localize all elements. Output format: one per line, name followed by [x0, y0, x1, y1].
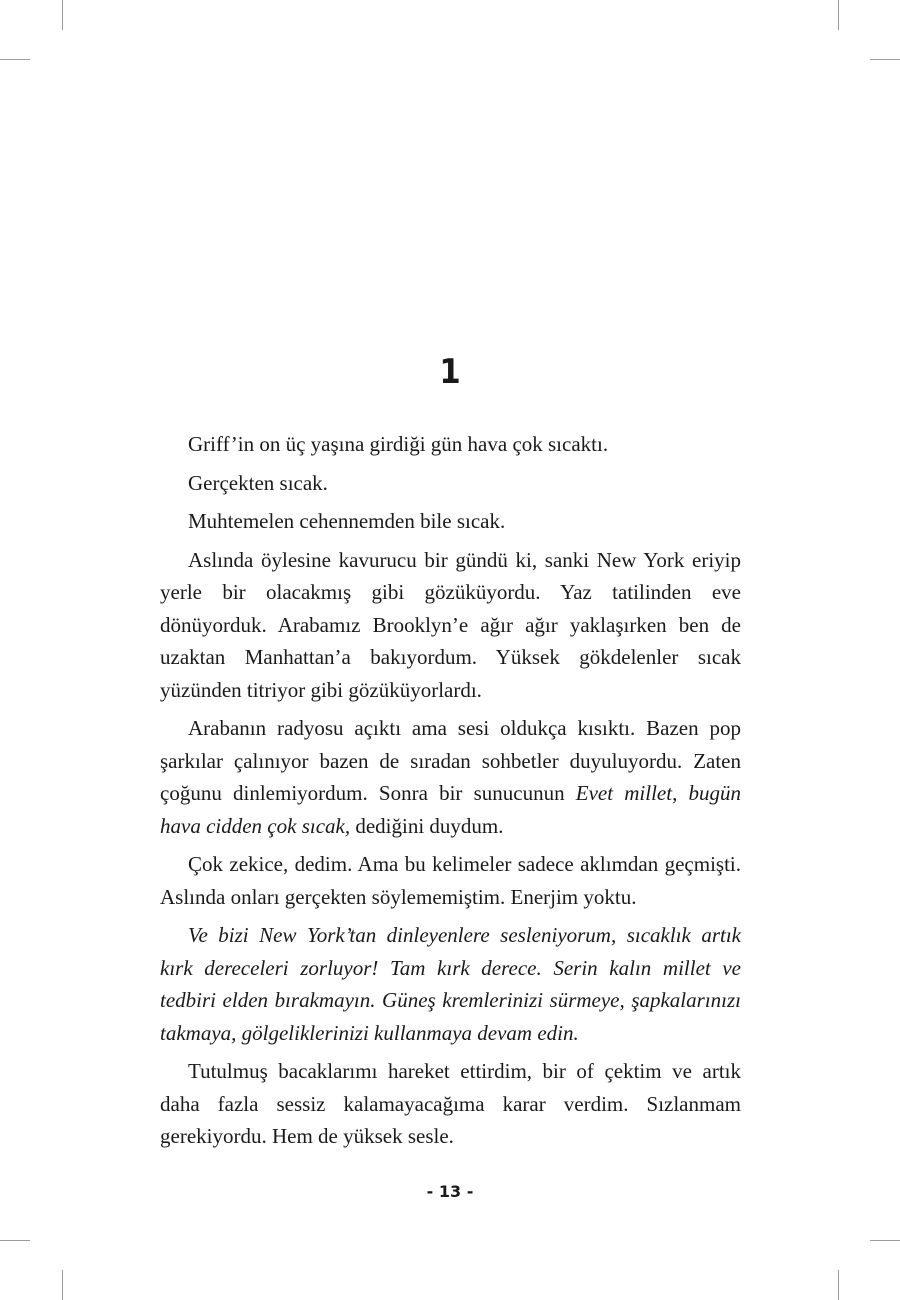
chapter-number: 1 — [439, 352, 461, 392]
paragraph-3: Muhtemelen cehennemden bile sıcak. — [188, 509, 506, 533]
crop-mark-top-left — [62, 0, 63, 30]
paragraph-5 — [160, 712, 741, 842]
crop-mark-left-lower — [0, 1240, 30, 1241]
paragraph-4: Aslında öylesine kavurucu bir gündü ki, sanki New York eriyip yerle bir olacakmış gibi gözüküyordu. Yaz tatilinden eve dönüyorduk. Arabamız Brooklyn’e ağır ağır yaklaşırken ben de uzaktan Manhattan’a bakıyordum. Yüksek gökdelenler sıcak yüzünden titriyor gibi gözüküyorlardı. — [160, 547, 741, 702]
paragraph-5-after: dediğini duydum. — [350, 813, 504, 838]
paragraph-6: Çok zekice, dedim. Ama bu kelimeler sadece aklımdan geçmişti. Aslında onları gerçekten söylememiştim. Enerjim yoktu. — [160, 852, 741, 909]
paragraph-8: Tutulmuş bacaklarımı hareket ettirdim, bir of çektim ve artık daha fazla sessiz kalamayacağıma karar verdim. Sızlanmam gerekiyordu. Hem de yüksek sesle. — [160, 1059, 741, 1148]
crop-mark-top-right — [838, 0, 839, 30]
paragraph-5-before: Arabanın radyosu açıktı ama sesi oldukça kısıktı. Bazen pop şarkılar çalınıyor bazen de sıradan sohbetler duyuluyordu. Zaten çoğunu dinlemiyordum. Sonra bir sunucunun — [160, 716, 741, 805]
page-number: - 13 - — [426, 1182, 474, 1201]
crop-mark-left-upper — [0, 59, 30, 60]
crop-mark-right-upper — [870, 59, 900, 60]
crop-mark-bottom-left — [62, 1270, 63, 1300]
radio-quote: Evet millet, bugün hava cidden çok sıcak, — [160, 781, 741, 838]
paragraph-1: Griff’in on üç yaşına girdiği gün hava çok sıcaktı. — [188, 432, 609, 456]
crop-mark-bottom-right — [838, 1270, 839, 1300]
paragraph-2: Gerçekten sıcak. — [188, 470, 328, 495]
body-text — [160, 428, 741, 1159]
crop-mark-right-lower — [870, 1240, 900, 1241]
paragraph-7-radio-announcement: Ve bizi New York’tan dinleyenlere sesleniyorum, sıcaklık artık kırk dereceleri zorluyor! Tam kırk derece. Serin kalın millet ve tedbiri elden bırakmayın. Güneş kremlerinizi sürmeye, şapkalarınızı takmaya, gölgeliklerinizi kullanmaya devam edin. — [160, 923, 741, 1045]
